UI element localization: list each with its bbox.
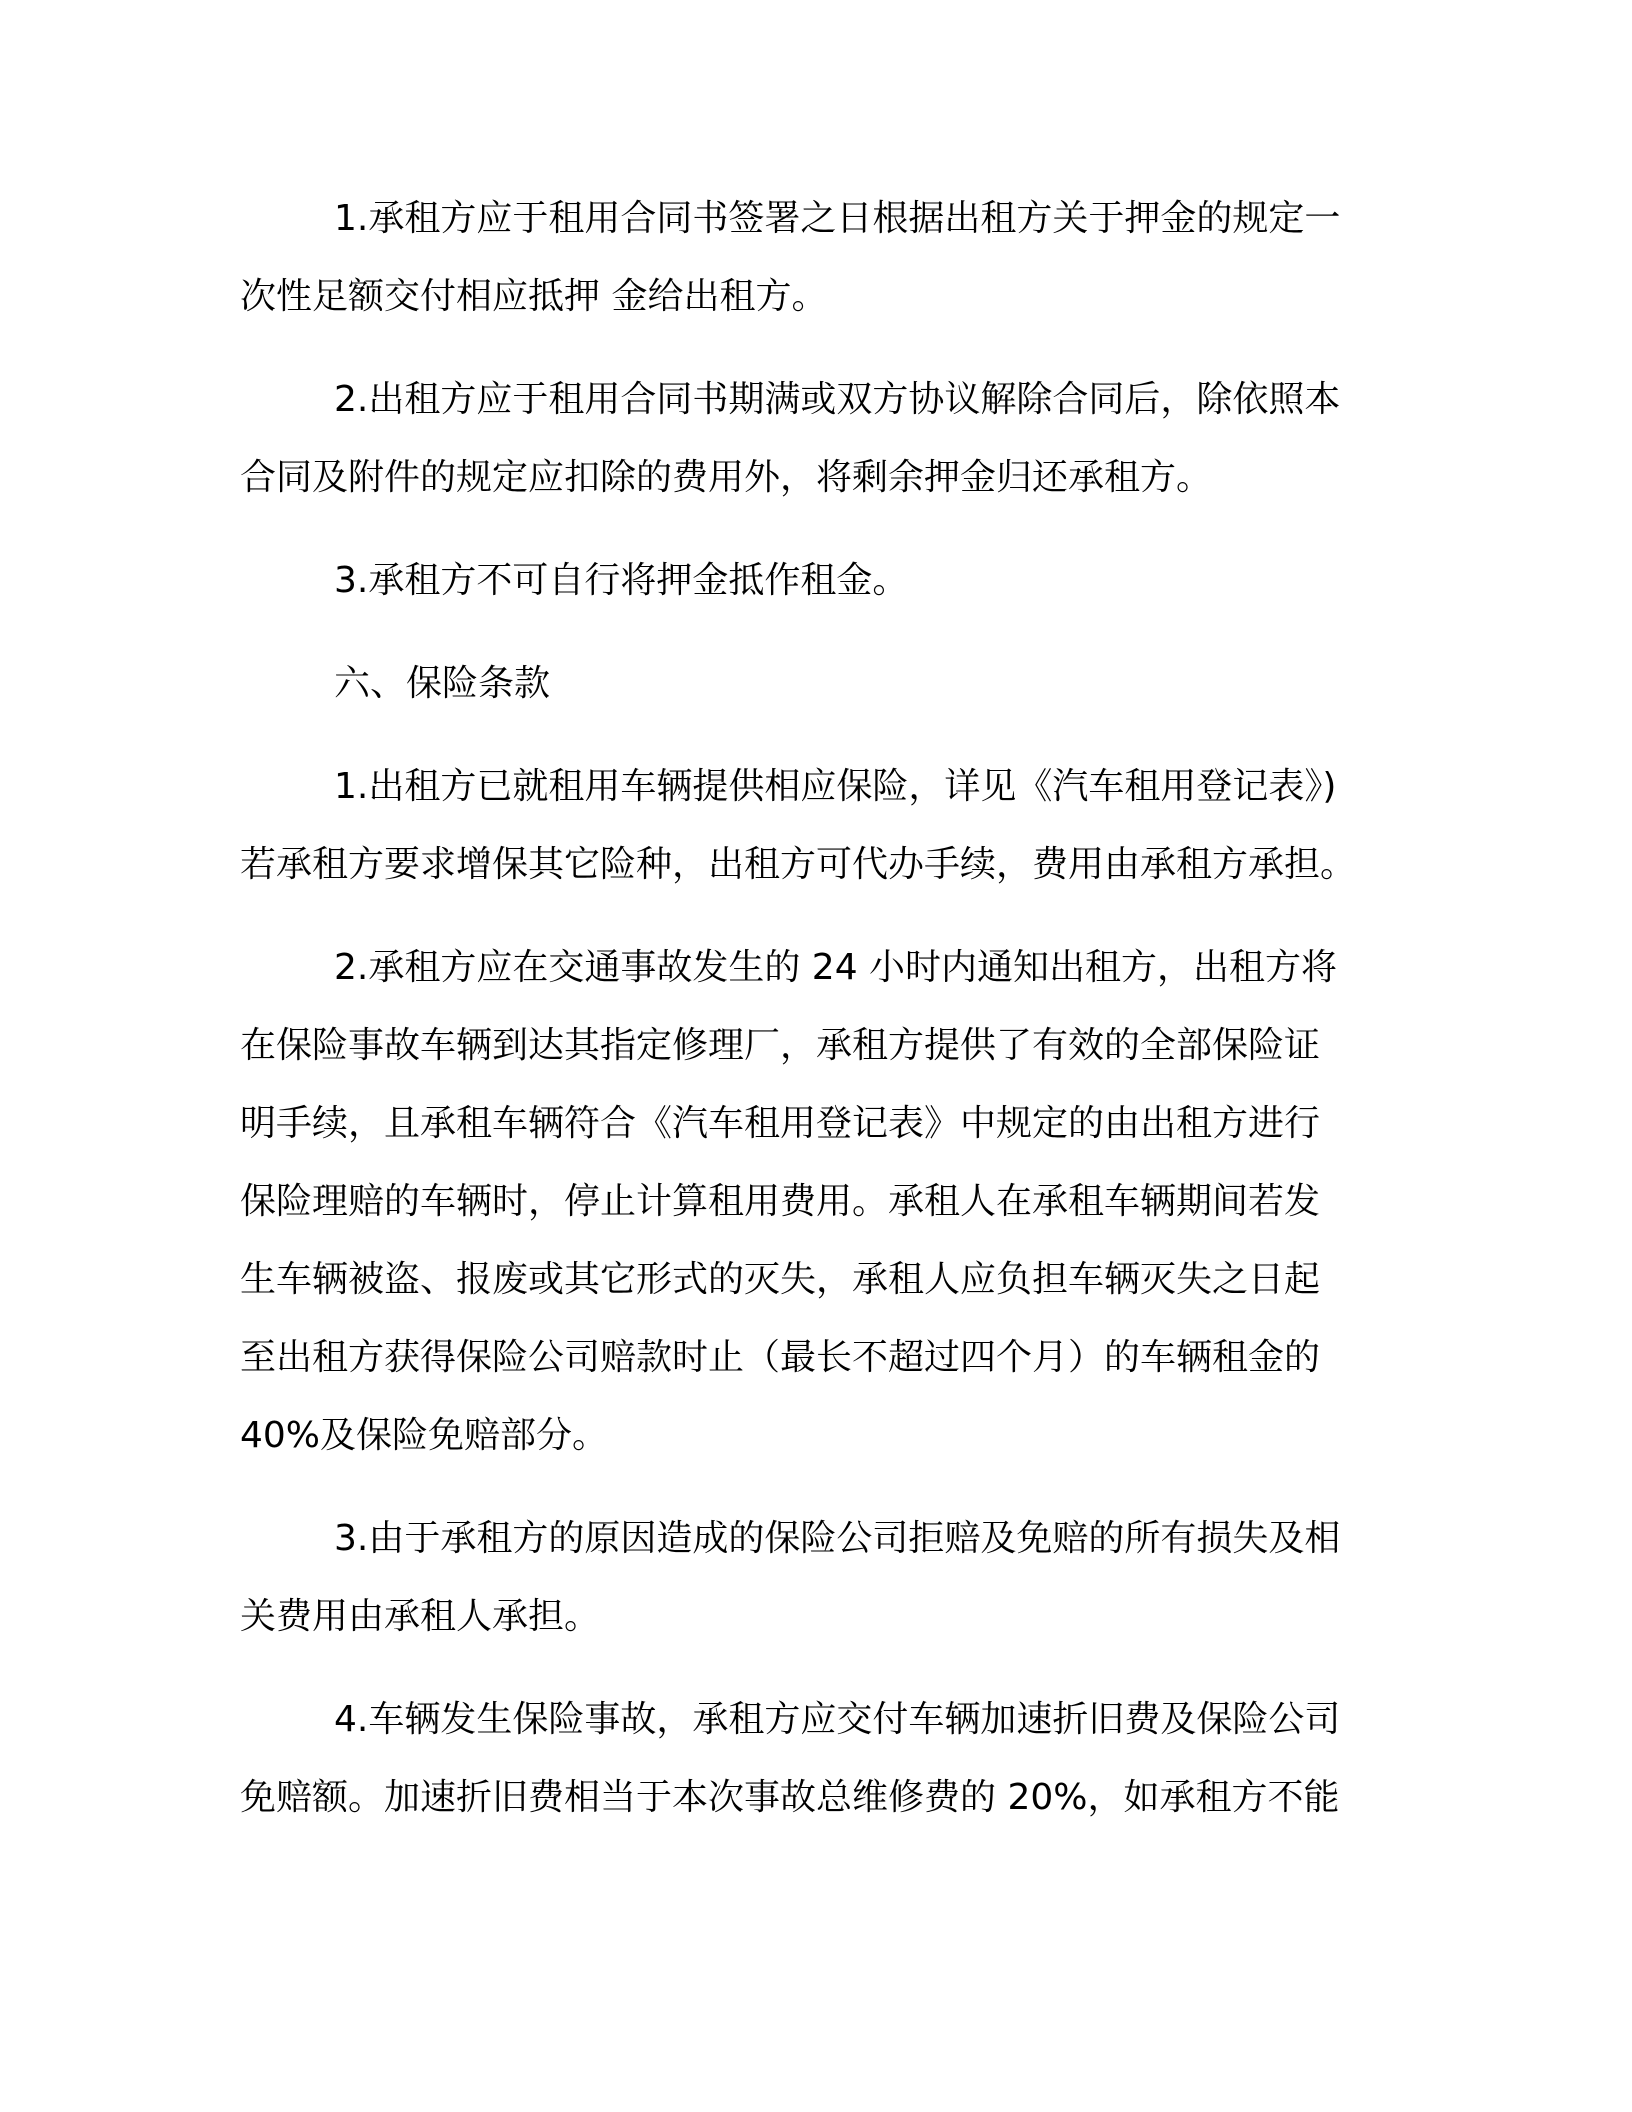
paragraph-deposit-return [240, 361, 1374, 517]
text-line: 在保险事故车辆到达其指定修理厂，承租方提供了有效的全部保险证 [240, 1025, 1321, 1066]
text-line: 保险理赔的车辆时，停止计算租用费用。承租人在承租车辆期间若发 [240, 1181, 1321, 1222]
text-line: 3.承租方不可自行将押金抵作租金。 [334, 560, 909, 601]
paragraph-accident-notice [240, 929, 1374, 1475]
text-line: 若承租方要求增保其它险种，出租方可代办手续，费用由承租方承担。 [240, 844, 1357, 885]
text-line: 3.由于承租方的原因造成的保险公司拒赔及免赔的所有损失及相 [334, 1518, 1341, 1559]
text-line: 2.承租方应在交通事故发生的 24 小时内通知出租方，出租方将 [334, 947, 1338, 988]
text-line: 明手续，且承租车辆符合《汽车租用登记表》中规定的由出租方进行 [240, 1103, 1321, 1144]
text-line: 40%及保险免赔部分。 [240, 1415, 609, 1456]
text-line: 免赔额。加速折旧费相当于本次事故总维修费的 20%，如承租方不能 [240, 1777, 1340, 1818]
paragraph-insurance-provided [240, 748, 1374, 904]
text-line: 2.出租方应于租用合同书期满或双方协议解除合同后，除依照本 [334, 379, 1341, 420]
document-body [240, 180, 1374, 1862]
section-heading-insurance [240, 645, 1374, 723]
text-line: 1.出租方已就租用车辆提供相应保险，详见《汽车租用登记表》) [334, 766, 1337, 807]
text-line: 次性足额交付相应抵押 金给出租方。 [240, 276, 828, 317]
text-line: 1.承租方应于租用合同书签署之日根据出租方关于押金的规定一 [334, 198, 1341, 239]
paragraph-depreciation-fee [240, 1681, 1374, 1837]
paragraph-claim-refusal [240, 1500, 1374, 1656]
text-line: 合同及附件的规定应扣除的费用外，将剩余押金归还承租方。 [240, 457, 1213, 498]
text-line: 4.车辆发生保险事故，承租方应交付车辆加速折旧费及保险公司 [334, 1699, 1341, 1740]
text-line: 至出租方获得保险公司赔款时止（最长不超过四个月）的车辆租金的 [240, 1337, 1321, 1378]
text-line: 生车辆被盗、报废或其它形式的灭失，承租人应负担车辆灭失之日起 [240, 1259, 1321, 1300]
section-title: 六、保险条款 [334, 663, 551, 704]
text-line: 关费用由承租人承担。 [240, 1596, 601, 1637]
paragraph-deposit-payment [240, 180, 1374, 336]
paragraph-deposit-not-rent [240, 542, 1374, 620]
